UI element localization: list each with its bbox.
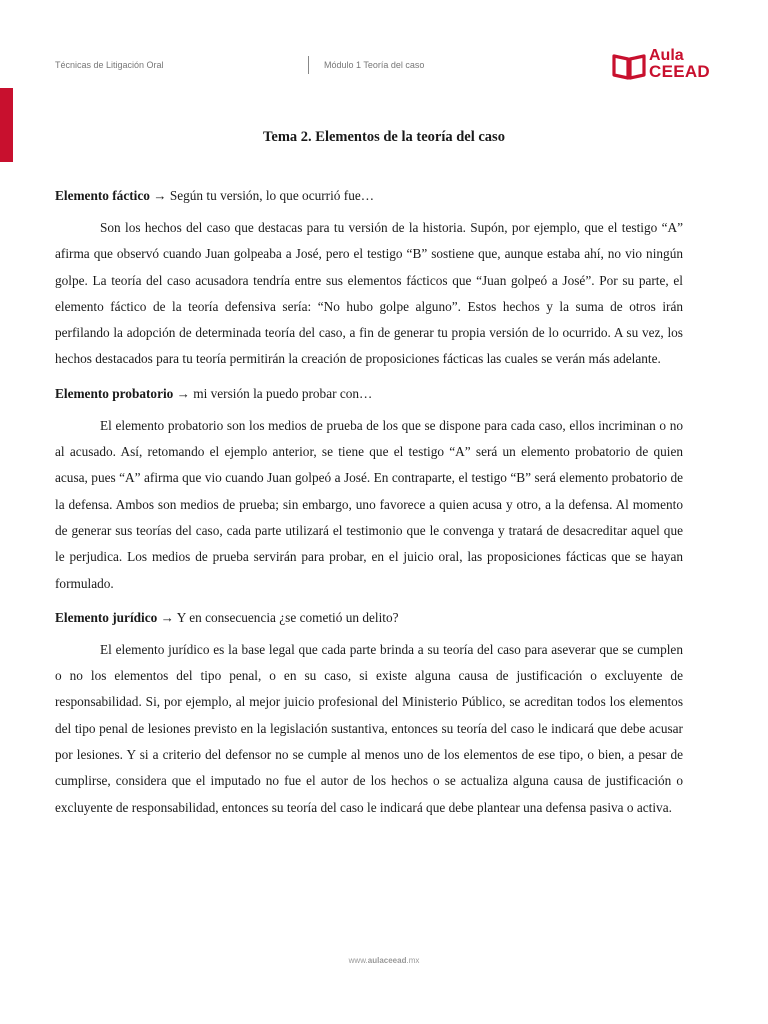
section-heading-juridico (55, 606, 683, 630)
paragraph-factico: Son los hechos del caso que destacas para tu versión de la historia. Supón, por ejemplo, que el testigo “A” afirma que observó cuando Juan golpeaba a José, pero el testigo “B” sostiene que, aunque estaba ahí, no vio ningún golpe. La teoría del caso acusadora tendría entre sus elementos fácticos que “Juan golpeó a José”. Por su parte, el elemento fáctico de la teoría defensiva sería: “No hubo golpe alguno”. Estos hechos y la suma de otros irán perfilando la adopción de determinada teoría del caso, a fin de generar tu propia versión de lo ocurrido. A su vez, los hechos destacados para tu teoría permitirán la creación de proposiciones fácticas las cuales se verán más adelante. (55, 220, 683, 367)
aulaceead-logo (612, 48, 716, 84)
footer-website[interactable] (0, 956, 768, 965)
paragraph-juridico: El elemento jurídico es la base legal que cada parte brinda a su teoría del caso para aseverar que se cumplen o no los elementos del tipo penal, o en su caso, si existe alguna causa de justificación o excluyente de responsabilidad. Si, por ejemplo, al mejor juicio profesional del Ministerio Público, se acreditan todos los elementos del tipo penal de lesiones previsto en la legislación sustantiva, entonces su teoría del caso le indicará que debe acusar por lesiones. Y si a criterio del defensor no se cumple al menos uno de los elementos de ese tipo, o bien, a pesar de cumplirse, considera que el imputado no fue el autor de los hechos o se actualiza alguna causa de justificación o excluyente de responsabilidad, entonces su teoría del caso le indicará que debe plantear una defensa pasiva o activa. (55, 641, 683, 815)
heading-term: Elemento jurídico (55, 609, 158, 625)
footer-suffix: .mx (406, 956, 420, 965)
header-divider (308, 56, 309, 74)
page-title: Tema 2. Elementos de la teoría del caso (263, 129, 505, 145)
heading-term: Elemento fáctico (55, 188, 150, 203)
heading-description: → mi versión la puedo probar con… (173, 385, 373, 401)
document-body (55, 184, 683, 830)
logo-text-ceead: CEEAD (649, 62, 711, 81)
header-course: Técnicas de Litigación Oral (55, 60, 164, 70)
section-heading-probatorio (55, 382, 683, 406)
footer-domain: aulaceead (367, 956, 407, 965)
header-module: Módulo 1 Teoría del caso (324, 60, 425, 70)
heading-description: → Según tu versión, lo que ocurrió fue… (149, 188, 375, 203)
heading-description: → Y en consecuencia ¿se cometió un delito? (157, 609, 399, 625)
paragraph-probatorio: El elemento probatorio son los medios de prueba de los que se dispone para cada caso, ellos incriminan o no al acusado. Así, retomando el ejemplo anterior, se tiene que el testigo “A” será un elemento probatorio de quien acusa, pues “A” afirma que vio cuando Juan golpeó a José. En contraparte, el testigo “B” será elemento probatorio de la defensa. Ambos son medios de prueba; sin embargo, uno favorece a quien acusa y otro, a la defensa. Al momento de generar sus teorías del caso, cada parte utilizará el testimonio que le convenga y tratará de desacreditar aquel que le perjudica. Los medios de prueba servirán para probar, en el juicio oral, las proposiciones fácticas que se hayan formulado. (55, 417, 683, 591)
heading-term: Elemento probatorio (55, 385, 174, 401)
footer-prefix: www. (348, 956, 368, 965)
accent-bar (0, 88, 13, 162)
logo-text-aula: Aula (649, 47, 684, 64)
section-heading-factico (55, 184, 683, 208)
open-book-icon (612, 52, 646, 80)
